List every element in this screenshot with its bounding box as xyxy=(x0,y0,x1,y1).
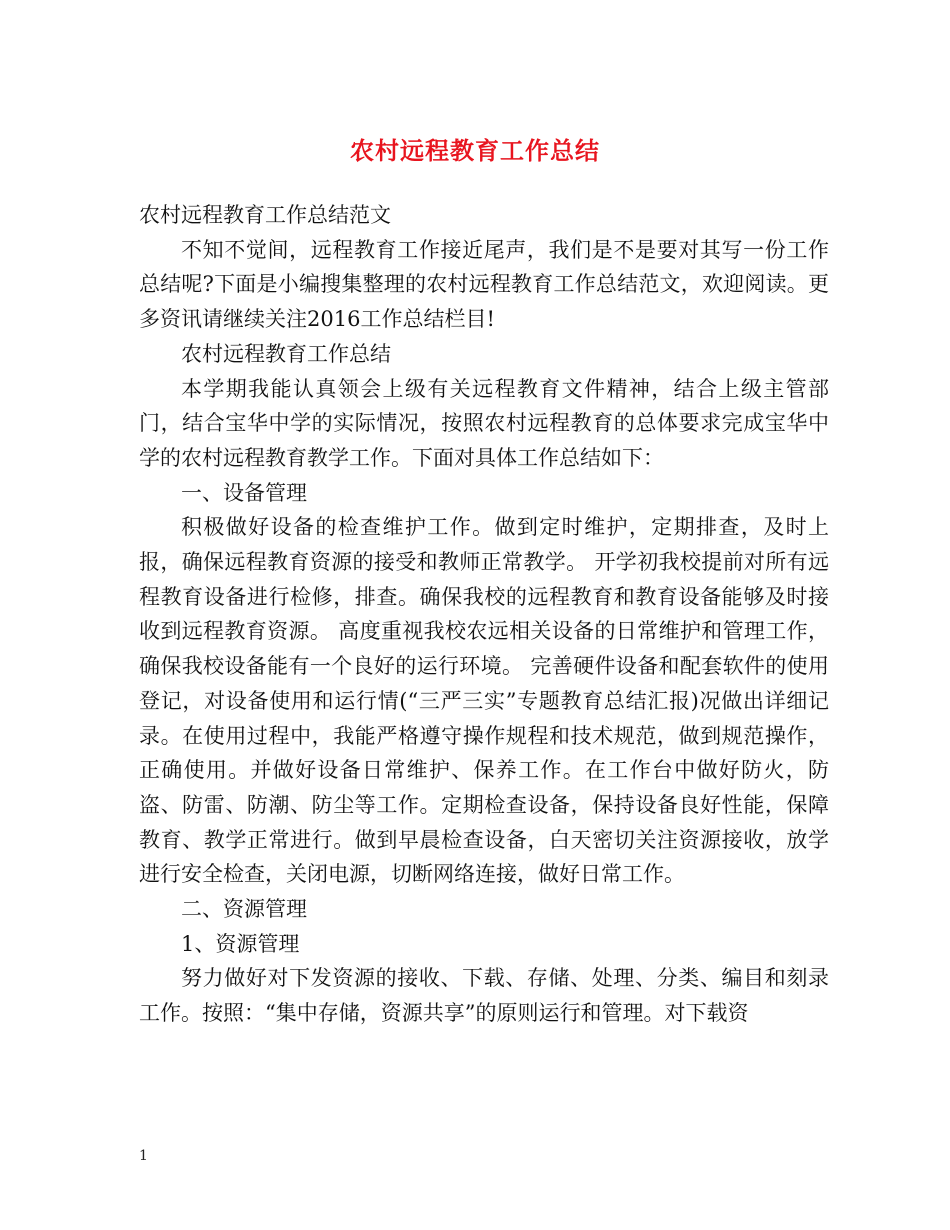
paragraph-intro: 不知不觉间，远程教育工作接近尾声，我们是不是要对其写一份工作总结呢?下面是小编搜集整理的农村远程教育工作总结范文，欢迎阅读。更多资讯请继续关注2016工作总结栏目! xyxy=(139,237,829,332)
paragraph-subtitle: 农村远程教育工作总结范文 xyxy=(139,203,391,227)
paragraph-equipment: 积极做好设备的检查维护工作。做到定时维护，定期排查，及时上报，确保远程教育资源的接受和教师正常教学。 开学初我校提前对所有远程教育设备进行检修，排查。确保我校的远程教育和教育设备能够及时接收到远程教育资源。 高度重视我校农远相关设备的日常维护和管理工作，确保我校设备能有一个良好的运行环境。 完善硬件设备和配套软件的使用登记，对设备使用和运行情(“三严三实”专题教育总结汇报)况做出详细记录。在使用过程中，我能严格遵守操作规程和技术规范，做到规范操作，正确使用。并做好设备日常维护、保养工作。在工作台中做好防火，防盗、防雷、防潮、防尘等工作。定期检查设备，保持设备良好性能，保障教育、教学正常进行。做到早晨检查设备，白天密切关注资源接收，放学进行安全检查，关闭电源，切断网络连接，做好日常工作。 xyxy=(139,515,829,887)
paragraph-overview: 本学期我能认真领会上级有关远程教育文件精神，结合上级主管部门，结合宝华中学的实际情况，按照农村远程教育的总体要求完成宝华中学的农村远程教育教学工作。下面对具体工作总结如下： xyxy=(139,376,829,470)
paragraph-heading: 农村远程教育工作总结 xyxy=(181,341,391,366)
paragraph-resources: 努力做好对下发资源的接收、下载、存储、处理、分类、编目和刻录工作。按照：“集中存储，资源共享”的原则运行和管理。对下载资 xyxy=(139,966,829,1026)
document-title: 农村远程教育工作总结 xyxy=(350,136,600,165)
section-heading-equipment: 一、设备管理 xyxy=(181,480,307,505)
subsection-heading-resources: 1、资源管理 xyxy=(181,931,300,956)
page-number: 1 xyxy=(139,1148,148,1164)
section-heading-resources: 二、资源管理 xyxy=(181,897,307,922)
document-body xyxy=(139,198,829,1031)
